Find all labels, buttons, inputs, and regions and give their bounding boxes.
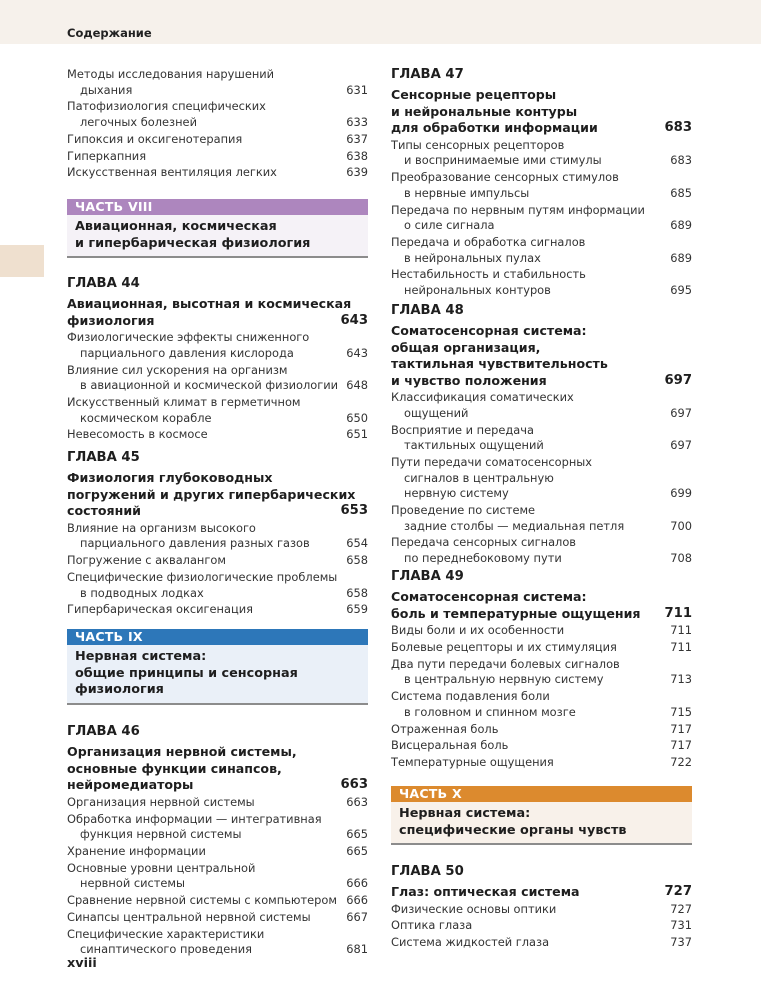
toc-entry-page: 658 [346,585,368,600]
toc-entry-page: 722 [670,755,692,770]
toc-entry-title: Классификация соматических [391,390,574,405]
part-label: ЧАСТЬ VIII [67,199,368,215]
toc-entry-page: 685 [670,185,692,200]
toc-entry[interactable] [391,902,692,918]
toc-entry-title: Пути передачи соматосенсорных [391,455,593,470]
chapter-label: ГЛАВА 49 [391,569,464,584]
chapter-page: 697 [664,372,692,388]
toc-entry-page: 717 [670,738,692,753]
part-label: ЧАСТЬ X [391,786,692,802]
running-header-title: Содержание [67,26,152,40]
toc-entry-title: парциального давления кислорода [80,345,294,360]
toc-entry[interactable] [391,503,692,534]
chapter-title[interactable] [391,884,692,901]
toc-entry[interactable] [67,165,368,181]
toc-entry-title: Физические основы оптики [391,901,557,916]
chapter-title[interactable] [391,87,692,137]
toc-entry[interactable] [391,657,692,688]
toc-entry-title: Гипербарическая оксигенация [67,602,253,617]
toc-entry-page: 650 [346,410,368,425]
toc-entry[interactable] [391,918,692,934]
toc-entry-title: Искусственная вентиляция легких [67,165,277,180]
toc-entry[interactable] [67,844,368,860]
part-ix-banner [67,629,368,705]
toc-entry-title: Обработка информации — интегративная [67,811,322,826]
toc-entry-title: Восприятие и передача [391,422,534,437]
toc-entry-title: в авиационной и космической физиологии [80,378,339,393]
toc-entry-page: 659 [346,602,368,617]
toc-entry[interactable] [67,927,368,958]
toc-entry[interactable] [391,738,692,754]
toc-entry-title: в нервные импульсы [404,185,530,200]
toc-entry-title: Преобразование сенсорных стимулов [391,170,619,185]
chapter-44 [67,275,368,444]
toc-entry-page: 665 [346,843,368,858]
toc-entry[interactable] [391,390,692,421]
chapter-page: 711 [664,605,692,621]
chapter-title-line: Соматосенсорная система: [391,323,587,338]
part-title: Нервная система: специфические органы чувств [391,802,692,843]
chapter-title-line: и чувство положения [391,372,547,388]
chapter-title-line: и нейрональные контуры [391,103,578,119]
toc-entry[interactable] [67,395,368,426]
chapter-label: ГЛАВА 47 [391,67,464,82]
toc-entry-title: по переднебоковому пути [404,551,562,566]
toc-entry[interactable] [67,427,368,443]
toc-entry-title: дыхания [80,82,133,97]
toc-entry-title: Влияние сил ускорения на организм [67,362,288,377]
chapter-title-line: Соматосенсорная система: [391,589,587,604]
chapter-46 [67,723,368,959]
toc-entry[interactable] [67,602,368,618]
chapter-48 [391,302,692,568]
toc-entry-title: в нейрональных пулах [404,250,541,265]
toc-entry-title: Гиперкапния [67,148,147,163]
toc-entry-page: 695 [670,282,692,297]
toc-entry-title: Передача сенсорных сигналов [391,535,577,550]
toc-entry-title: ощущений [404,405,469,420]
toc-entry-title: Основные уровни центральной [67,860,256,875]
toc-entry-page: 689 [670,218,692,233]
toc-entry-title: нейрональных контуров [404,282,551,297]
toc-entry-title: Передача по нервным путям информации [391,202,645,217]
toc-entry[interactable] [67,570,368,601]
chapter-label: ГЛАВА 46 [67,724,140,739]
toc-entry[interactable] [67,910,368,926]
toc-entry-title: и воспринимаемые ими стимулы [404,153,602,168]
toc-entry-page: 654 [346,536,368,551]
toc-entry[interactable] [67,330,368,361]
toc-entry-title: Искусственный климат в герметичном [67,394,301,409]
toc-entry-title: Специфические характеристики [67,926,265,941]
toc-entry-page: 700 [670,518,692,533]
chapter-title-line: Физиология глубоководных [67,470,273,485]
toc-entry-page: 717 [670,721,692,736]
toc-entry-title: Специфические физиологические проблемы [67,569,338,584]
toc-entry-title: Погружение с аквалангом [67,553,226,568]
toc-entry-page: 643 [346,345,368,360]
toc-entry-title: нервной системы [80,876,185,891]
toc-entry-title: сигналов в центральную [404,470,554,485]
chapter-title[interactable] [67,470,368,520]
toc-entry-page: 681 [346,942,368,957]
toc-entry-page: 665 [346,827,368,842]
toc-entry-title: в головном и спинном мозге [404,704,576,719]
toc-entry-page: 713 [670,672,692,687]
toc-entry-title: Невесомость в космосе [67,427,208,442]
toc-entry-title: легочных болезней [80,114,197,129]
toc-entry-title: Висцеральная боль [391,738,509,753]
chapter-page: 663 [340,777,368,793]
chapter-title[interactable] [391,589,692,622]
chapter-title[interactable] [67,296,368,329]
toc-entry-title: Влияние на организм высокого [67,520,256,535]
chapter-title-line: Глаз: оптическая система [391,884,580,899]
toc-entry-page: 639 [346,165,368,180]
toc-entry[interactable] [391,170,692,201]
chapter-title-line: погружений и других гипербарических [67,486,356,502]
toc-entry[interactable] [67,149,368,165]
toc-entry-page: 651 [346,427,368,442]
chapter-title-line: Организация нервной системы, [67,744,297,759]
toc-entry-page: 637 [346,131,368,146]
chapter-title-line: физиология [67,312,155,328]
chapter-49 [391,568,692,772]
toc-entry-title: Виды боли и их особенности [391,623,565,638]
toc-entry-page: 648 [346,378,368,393]
chapter-page: 643 [340,312,368,328]
toc-entry-page: 711 [670,623,692,638]
toc-entry-page: 711 [670,639,692,654]
toc-entry-page: 697 [670,438,692,453]
toc-entry[interactable] [391,640,692,656]
toc-entry[interactable] [391,235,692,266]
toc-entry-title: Отраженная боль [391,721,499,736]
toc-entry-page: 633 [346,114,368,129]
toc-entry-title: в подводных лодках [80,585,204,600]
chapter-page: 683 [664,120,692,136]
toc-entry-title: Нестабильность и стабильность [391,267,586,282]
part-title: Авиационная, космическая и гипербарическая физиология [67,215,368,256]
chapter-title-line: для обработки информации [391,120,598,136]
toc-entry-title: Система подавления боли [391,689,550,704]
toc-entry-title: синаптического проведения [80,942,252,957]
chapter-title-line: тактильная чувствительность [391,356,608,372]
toc-entry[interactable] [67,893,368,909]
toc-entry-title: тактильных ощущений [404,438,544,453]
chapter-label: ГЛАВА 44 [67,276,140,291]
toc-entry-page: 658 [346,553,368,568]
toc-entry[interactable] [67,812,368,843]
toc-entry-page: 666 [346,893,368,908]
chapter-45 [67,449,368,619]
toc-entry-page: 667 [346,909,368,924]
toc-entry[interactable] [391,689,692,720]
chapter-50 [391,863,692,952]
chapter-title-line: основные функции синапсов, [67,760,282,776]
part-viii-banner [67,199,368,258]
toc-entry[interactable] [67,861,368,892]
toc-entry-title: Хранение информации [67,843,206,858]
chapter-title-line: боль и температурные ощущения [391,605,641,621]
section-thumb-tab [0,245,44,277]
toc-entry[interactable] [67,132,368,148]
chapter-label: ГЛАВА 50 [391,864,464,879]
toc-entry-title: Передача и обработка сигналов [391,234,586,249]
toc-entry-page: 631 [346,82,368,97]
toc-entry[interactable] [391,755,692,771]
toc-entry[interactable] [67,99,368,130]
toc-entry[interactable] [391,455,692,502]
toc-entry-title: Болевые рецепторы и их стимуляция [391,639,617,654]
toc-entry-page: 727 [670,901,692,916]
toc-entry-title: Типы сенсорных рецепторов [391,137,565,152]
chapter-title[interactable] [391,323,692,389]
toc-entry-title: космическом корабле [80,410,212,425]
toc-entry[interactable] [67,67,368,98]
toc-entry-page: 697 [670,405,692,420]
toc-entry[interactable] [391,423,692,454]
chapter-page: 653 [340,503,368,519]
toc-entry[interactable] [67,363,368,394]
toc-entry-page: 699 [670,486,692,501]
part-x-banner [391,786,692,845]
toc-entry-title: парциального давления разных газов [80,536,310,551]
toc-entry-title: нервную систему [404,486,509,501]
part-label: ЧАСТЬ IX [67,629,368,645]
toc-entry-title: Сравнение нервной системы с компьютером [67,893,337,908]
toc-entry[interactable] [391,203,692,234]
toc-entry[interactable] [391,623,692,639]
toc-entry[interactable] [67,521,368,552]
toc-entry[interactable] [391,535,692,566]
chapter-title-line: общая организация, [391,339,541,355]
toc-intro-entries [67,67,368,182]
toc-entry-title: Патофизиология специфических [67,99,266,114]
toc-entry[interactable] [67,795,368,811]
toc-entry-title: задние столбы — медиальная петля [404,518,625,533]
toc-entry-page: 663 [346,794,368,809]
chapter-title[interactable] [67,744,368,794]
toc-entry-title: функция нервной системы [80,827,242,842]
chapter-label: ГЛАВА 48 [391,303,464,318]
toc-entry-title: Система жидкостей глаза [391,935,550,950]
chapter-page: 727 [664,884,692,899]
toc-entry-title: Температурные ощущения [391,755,554,770]
toc-entry-page: 708 [670,551,692,566]
toc-entry-page: 689 [670,250,692,265]
toc-entry-page: 737 [670,935,692,950]
chapter-label: ГЛАВА 45 [67,450,140,465]
toc-entry-page: 666 [346,876,368,891]
toc-entry-page: 731 [670,918,692,933]
page-number: xviii [67,956,97,971]
toc-entry[interactable] [391,722,692,738]
toc-entry-page: 638 [346,148,368,163]
toc-entry-title: Проведение по системе [391,503,536,518]
chapter-47 [391,66,692,300]
toc-entry[interactable] [391,935,692,951]
toc-entry-title: в центральную нервную систему [404,672,604,687]
toc-entry-title: Физиологические эффекты сниженного [67,330,310,345]
toc-entry-title: Гипоксия и оксигенотерапия [67,131,243,146]
toc-entry-title: Оптика глаза [391,918,473,933]
toc-entry-title: о силе сигнала [404,218,495,233]
toc-entry-title: Организация нервной системы [67,794,255,809]
toc-entry[interactable] [391,138,692,169]
toc-entry-title: Методы исследования нарушений [67,67,275,81]
chapter-title-line: нейромедиаторы [67,777,194,793]
toc-entry-title: Синапсы центральной нервной системы [67,909,311,924]
toc-entry-page: 683 [670,153,692,168]
chapter-title-line: Сенсорные рецепторы [391,87,557,102]
chapter-title-line: состояний [67,503,141,519]
chapter-title-line: Авиационная, высотная и космическая [67,296,352,311]
toc-entry[interactable] [391,267,692,298]
toc-entry-title: Два пути передачи болевых сигналов [391,656,620,671]
toc-entry[interactable] [67,553,368,569]
toc-entry-page: 715 [670,704,692,719]
part-title: Нервная система: общие принципы и сенсорная физиология [67,645,368,703]
